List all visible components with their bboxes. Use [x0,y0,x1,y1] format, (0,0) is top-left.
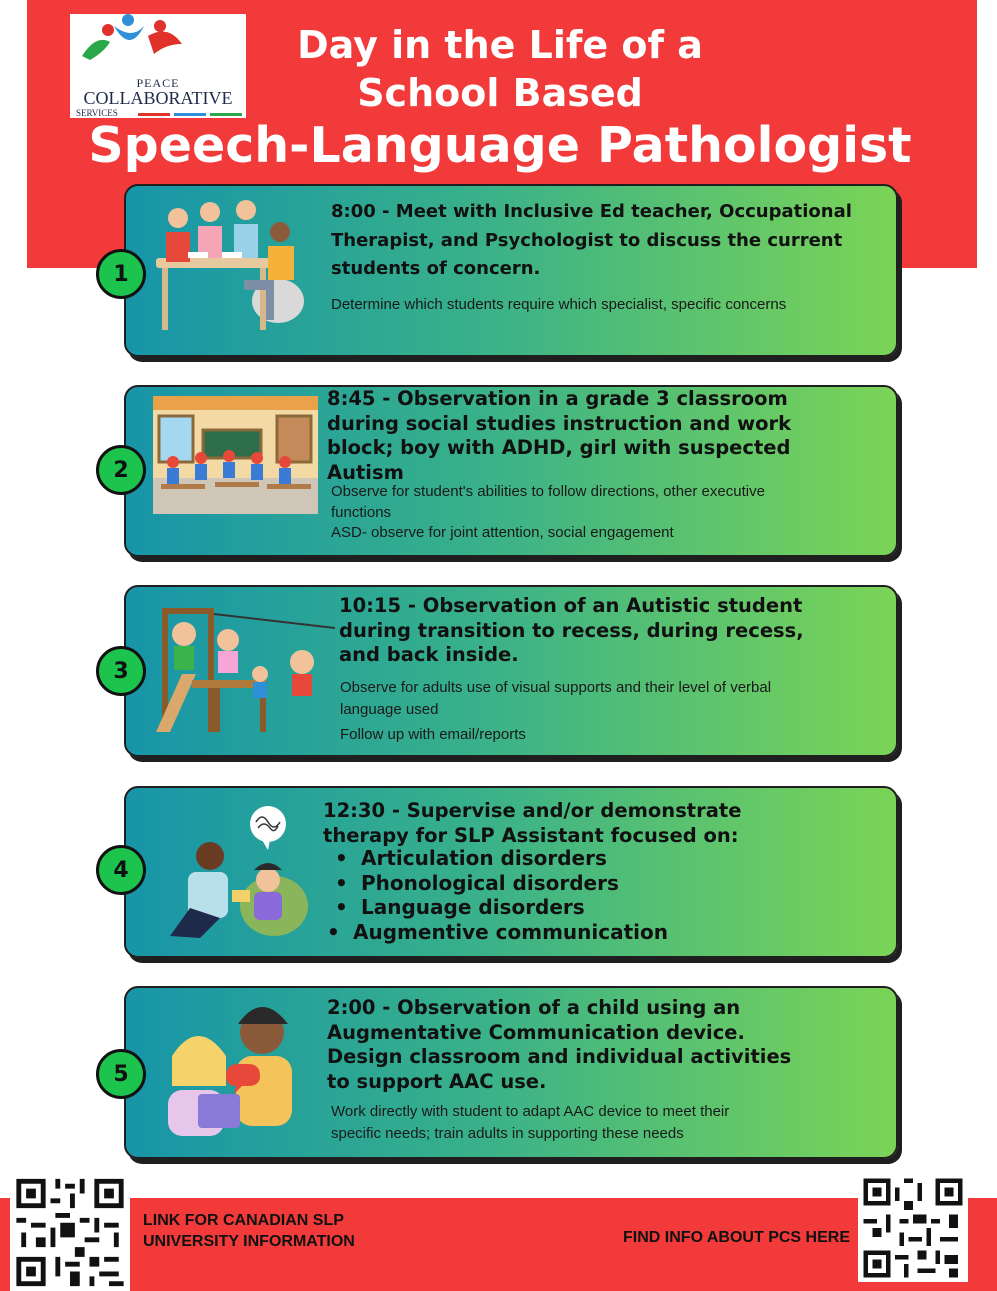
slp-university-qr-code-icon [10,1174,130,1291]
slp-university-link-text[interactable] [143,1210,443,1252]
step-detail-line: Work directly with student to adapt AAC device to meet their [331,1103,730,1120]
step-heading-line: and back inside. [339,643,519,666]
step-details-1 [331,294,891,315]
step-heading-line: during social studies instruction and work [327,411,792,435]
step-heading-line: 2:00 - Observation of a child using an [327,996,741,1019]
step-heading-5 [327,996,887,1094]
therapy-focus-list [327,846,795,944]
list-item: • Language disorders [335,895,585,919]
step-heading-line: therapy for SLP Assistant focused on: [323,823,739,847]
step-heading-line: Therapist, and Psychologist to discuss the current [331,229,843,251]
team-meeting-illustration [148,196,313,341]
step-heading-line: block; boy with ADHD, girl with suspected [327,436,791,459]
step-heading-line: Autism [327,460,404,484]
pcs-info-qr-code-icon [858,1174,968,1282]
list-item: • Augmentive communication [327,919,669,944]
playground-illustration [152,604,335,736]
step-heading-line: 8:45 - Observation in a grade 3 classroom [327,387,788,410]
page-title-main: Speech-Language Pathologist [88,117,912,174]
step-detail-line: specific needs; train adults in supporting these needs [331,1124,684,1142]
step-badge-2: 2 [96,445,146,495]
step-detail-line: Determine which students require which specialist, specific concerns [331,296,787,313]
therapy-session-illustration [150,800,328,942]
step-heading-line: Design classroom and individual activities [327,1045,792,1068]
step-detail-line: language used [340,700,439,718]
list-item-label: Phonological disorders [361,870,619,895]
list-item: • Articulation disorders [335,846,607,870]
classroom-illustration [153,396,318,514]
aac-device-illustration [150,998,315,1140]
footer-left-line: LINK FOR CANADIAN SLP [143,1212,344,1229]
step-badge-4: 4 [96,845,146,895]
step-details-3 [340,677,890,746]
list-item-label: Augmentive communication [353,919,669,944]
step-heading-2 [327,387,892,485]
step-detail-line: ASD- observe for joint attention, social engagement [331,524,674,541]
pcs-info-link-text[interactable]: FIND INFO ABOUT PCS HERE [623,1229,850,1246]
list-item: • Phonological disorders [335,870,619,895]
step-details-2 [331,482,891,544]
step-badge-3: 3 [96,646,146,696]
step-heading-3 [339,594,894,668]
step-heading-line: to support AAC use. [327,1069,547,1093]
logo-text-services: SERVICES [76,108,118,118]
peace-collaborative-logo [70,14,246,118]
step-heading-line: 8:00 - Meet with Inclusive Ed teacher, Occupational [331,201,852,222]
qr-code-icon[interactable] [858,1174,968,1282]
step-heading-4 [323,799,883,848]
step-badge-5: 5 [96,1049,146,1099]
step-heading-line: Augmentative Communication device. [327,1020,745,1044]
logo-text-peace: PEACE [136,76,180,90]
step-detail-line: functions [331,503,392,521]
qr-code-icon[interactable] [10,1174,130,1291]
step-badge-1: 1 [96,249,146,299]
step-heading-1 [331,198,891,284]
step-heading-line: 12:30 - Supervise and/or demonstrate [323,799,742,822]
logo-text-collaborative: COLLABORATIVE [83,88,233,108]
footer-left-line: UNIVERSITY INFORMATION [143,1233,355,1250]
list-item-label: Language disorders [361,895,585,919]
step-detail-line: Follow up with email/reports [340,726,526,743]
step-detail-line: Observe for adults use of visual supports and their level of verbal [340,679,772,696]
page-title-line2: School Based [357,71,643,115]
step-heading-line: students of concern. [331,258,541,279]
logo-figures-icon [70,14,246,76]
step-heading-line: during transition to recess, during recess, [339,618,804,642]
page-title-line1: Day in the Life of a [297,23,703,67]
step-detail-line: Observe for student's abilities to follow directions, other executive [331,483,765,500]
step-heading-line: 10:15 - Observation of an Autistic student [339,594,803,617]
step-details-5 [331,1101,891,1144]
list-item-label: Articulation disorders [361,846,607,870]
